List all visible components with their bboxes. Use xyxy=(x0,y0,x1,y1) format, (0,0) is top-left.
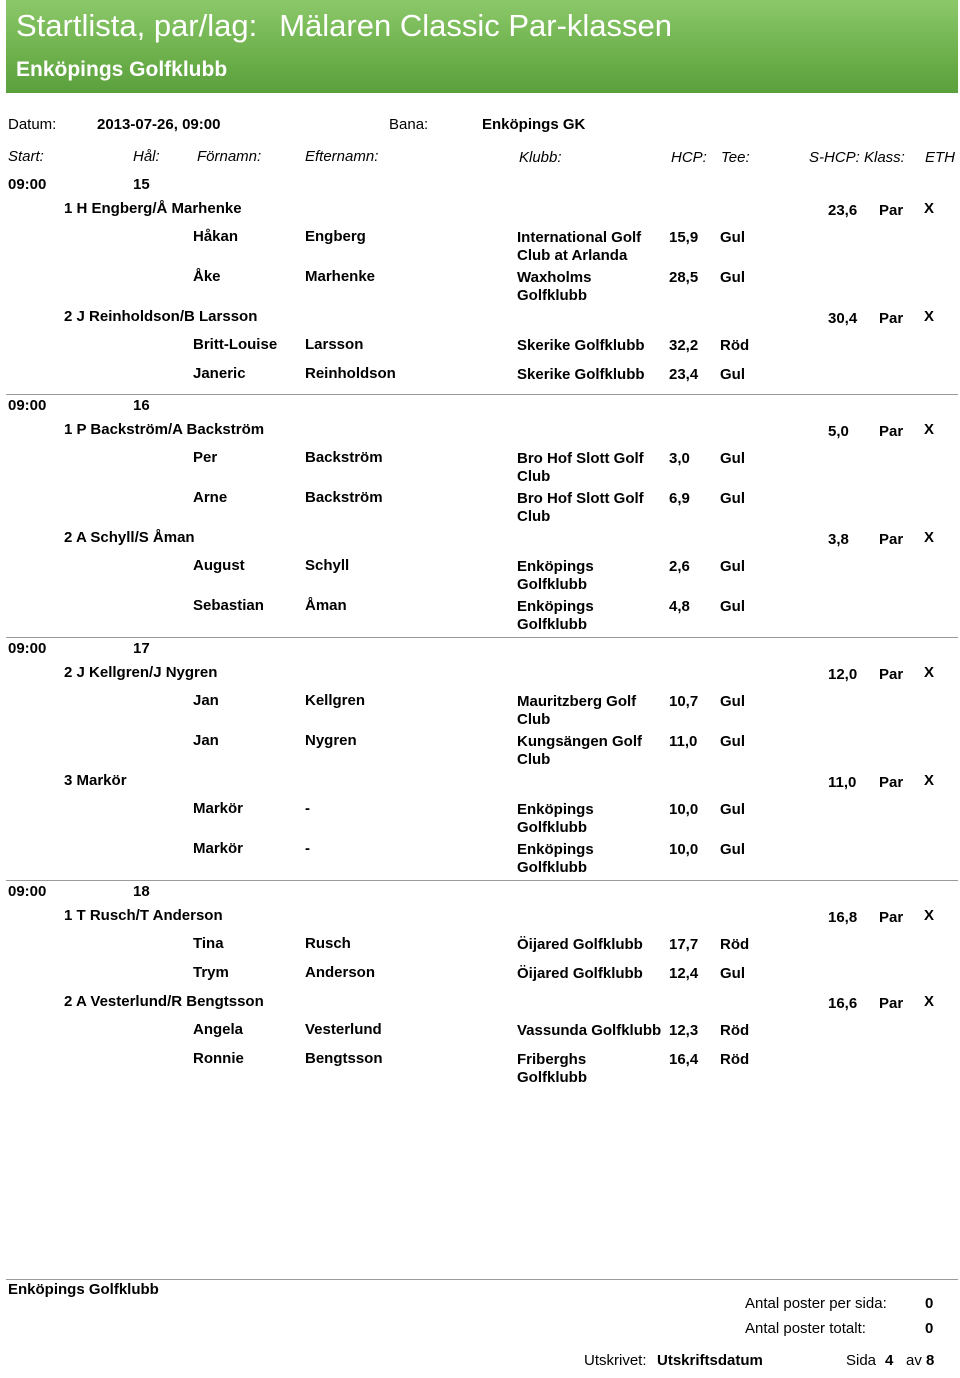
group-hole: 16 xyxy=(133,397,150,414)
player-tee: Gul xyxy=(720,366,745,383)
player-tee: Gul xyxy=(720,733,745,750)
player-first-name: Markör xyxy=(193,800,244,817)
team-shcp: 30,4 xyxy=(828,310,858,327)
page-number: 4 xyxy=(885,1352,894,1369)
player-last-name: Backström xyxy=(305,449,383,466)
player-hcp: 11,0 xyxy=(669,733,698,750)
player-first-name: Ronnie xyxy=(193,1050,244,1067)
team-class: Par xyxy=(879,531,904,548)
player-club: Bro Hof Slott Golf xyxy=(517,490,644,507)
player-hcp: 2,6 xyxy=(669,558,690,575)
team-shcp: 23,6 xyxy=(828,202,858,219)
team-name: 2 A Schyll/S Åman xyxy=(64,529,195,546)
team-name: 3 Markör xyxy=(64,772,127,789)
group-hole: 18 xyxy=(133,883,150,900)
player-hcp: 3,0 xyxy=(669,450,690,467)
group-start-time: 09:00 xyxy=(8,397,47,414)
player-club: Club xyxy=(517,508,551,525)
title-prefix: Startlista, par/lag: xyxy=(16,8,258,43)
player-first-name: Jan xyxy=(193,732,219,749)
player-last-name: Backström xyxy=(305,489,383,506)
col-class: Klass: xyxy=(864,149,905,166)
team-shcp: 3,8 xyxy=(828,531,849,548)
player-last-name: Engberg xyxy=(305,228,366,245)
player-club: Golfklubb xyxy=(517,859,587,876)
player-first-name: Britt-Louise xyxy=(193,336,278,353)
report-header xyxy=(6,0,958,93)
player-club: Skerike Golfklubb xyxy=(517,366,645,383)
player-hcp: 10,7 xyxy=(669,693,699,710)
player-club: Öijared Golfklubb xyxy=(517,936,643,953)
player-tee: Gul xyxy=(720,269,745,286)
player-club: Vassunda Golfklubb xyxy=(517,1022,662,1039)
team-name: 1 T Rusch/T Anderson xyxy=(64,907,223,924)
player-tee: Röd xyxy=(720,1051,750,1068)
player-first-name: Angela xyxy=(193,1021,244,1038)
player-club: Skerike Golfklubb xyxy=(517,337,645,354)
team-class: Par xyxy=(879,909,904,926)
player-tee: Gul xyxy=(720,693,745,710)
player-club: Golfklubb xyxy=(517,616,587,633)
player-last-name: Kellgren xyxy=(305,692,366,709)
player-last-name: Reinholdson xyxy=(305,365,396,382)
printed-label: Utskrivet: xyxy=(584,1352,647,1369)
player-first-name: Sebastian xyxy=(193,597,264,614)
player-first-name: Arne xyxy=(193,489,228,506)
team-shcp: 5,0 xyxy=(828,423,849,440)
group-divider xyxy=(6,880,958,881)
player-club: Club xyxy=(517,711,551,728)
records-total-value: 0 xyxy=(925,1320,934,1337)
records-total-label: Antal poster totalt: xyxy=(745,1320,866,1337)
player-hcp: 10,0 xyxy=(669,801,699,818)
player-club: Golfklubb xyxy=(517,287,587,304)
team-name: 1 P Backström/A Backström xyxy=(64,421,265,438)
player-hcp: 16,4 xyxy=(669,1051,699,1068)
team-shcp: 16,6 xyxy=(828,995,858,1012)
player-hcp: 32,2 xyxy=(669,337,699,354)
team-eth: X xyxy=(924,308,935,325)
date-value: 2013-07-26, 09:00 xyxy=(97,116,221,133)
player-hcp: 15,9 xyxy=(669,229,699,246)
course-label: Bana: xyxy=(389,116,429,133)
header-club-name: Enköpings Golfklubb xyxy=(16,58,228,81)
player-last-name: Nygren xyxy=(305,732,357,749)
group-hole: 17 xyxy=(133,640,150,657)
player-club: Enköpings xyxy=(517,598,594,615)
player-last-name: Anderson xyxy=(305,964,376,981)
team-eth: X xyxy=(924,907,935,924)
records-per-page-label: Antal poster per sida: xyxy=(745,1295,887,1312)
group-start-time: 09:00 xyxy=(8,640,47,657)
player-club: Golfklubb xyxy=(517,1069,587,1086)
page-of-label: av xyxy=(906,1352,922,1369)
col-first-name: Förnamn: xyxy=(197,148,262,165)
player-first-name: Jan xyxy=(193,692,219,709)
player-first-name: Åke xyxy=(193,268,221,285)
player-first-name: Markör xyxy=(193,840,244,857)
team-class: Par xyxy=(879,310,904,327)
player-tee: Gul xyxy=(720,229,745,246)
player-club: Bro Hof Slott Golf xyxy=(517,450,644,467)
player-hcp: 12,3 xyxy=(669,1022,699,1039)
player-hcp: 23,4 xyxy=(669,366,699,383)
page-label: Sida xyxy=(846,1352,877,1369)
team-class: Par xyxy=(879,423,904,440)
player-last-name: Vesterlund xyxy=(305,1021,382,1038)
team-class: Par xyxy=(879,666,904,683)
report-title xyxy=(16,8,672,44)
col-start: Start: xyxy=(8,148,44,165)
col-hcp: HCP: xyxy=(671,149,707,166)
team-name: 2 J Reinholdson/B Larsson xyxy=(64,308,258,325)
course-value: Enköpings GK xyxy=(482,116,586,133)
team-eth: X xyxy=(924,421,935,438)
group-divider xyxy=(6,637,958,638)
group-divider xyxy=(6,394,958,395)
group-start-time: 09:00 xyxy=(8,176,47,193)
player-club: Enköpings xyxy=(517,801,594,818)
page-total: 8 xyxy=(926,1352,935,1369)
player-club: Mauritzberg Golf xyxy=(517,693,637,710)
player-hcp: 12,4 xyxy=(669,965,699,982)
col-club: Klubb: xyxy=(519,149,562,166)
date-label: Datum: xyxy=(8,116,57,133)
team-name: 2 J Kellgren/J Nygren xyxy=(64,664,218,681)
player-club: Waxholms xyxy=(517,269,592,286)
player-hcp: 17,7 xyxy=(669,936,699,953)
player-tee: Röd xyxy=(720,337,750,354)
player-club: Club xyxy=(517,468,551,485)
player-club: Club at Arlanda xyxy=(517,247,628,264)
team-shcp: 12,0 xyxy=(828,666,858,683)
player-hcp: 6,9 xyxy=(669,490,690,507)
player-last-name: Marhenke xyxy=(305,268,376,285)
group-start-time: 09:00 xyxy=(8,883,47,900)
team-eth: X xyxy=(924,993,935,1010)
col-eth: ETH xyxy=(925,149,955,166)
event-name: Mälaren Classic Par-klassen xyxy=(279,8,673,43)
footer-club-name: Enköpings Golfklubb xyxy=(8,1281,159,1298)
team-class: Par xyxy=(879,202,904,219)
player-club: Kungsängen Golf xyxy=(517,733,642,750)
player-club: Enköpings xyxy=(517,558,594,575)
player-last-name: Åman xyxy=(305,597,347,614)
player-club: Golfklubb xyxy=(517,576,587,593)
team-name: 1 H Engberg/Å Marhenke xyxy=(64,200,242,217)
player-first-name: Håkan xyxy=(193,228,239,245)
footer-divider xyxy=(6,1279,958,1280)
team-eth: X xyxy=(924,664,935,681)
player-first-name: August xyxy=(193,557,245,574)
team-shcp: 11,0 xyxy=(828,774,857,791)
team-class: Par xyxy=(879,995,904,1012)
records-per-page-value: 0 xyxy=(925,1295,934,1312)
player-club: International Golf xyxy=(517,229,642,246)
player-tee: Gul xyxy=(720,965,745,982)
player-first-name: Janeric xyxy=(193,365,246,382)
col-last-name: Efternamn: xyxy=(305,148,379,165)
team-name: 2 A Vesterlund/R Bengtsson xyxy=(64,993,264,1010)
player-tee: Gul xyxy=(720,450,745,467)
printed-value: Utskriftsdatum xyxy=(657,1352,763,1369)
player-tee: Gul xyxy=(720,490,745,507)
player-last-name: Bengtsson xyxy=(305,1050,383,1067)
player-last-name: Schyll xyxy=(305,557,350,574)
player-hcp: 4,8 xyxy=(669,598,690,615)
player-last-name: - xyxy=(305,840,310,857)
player-first-name: Trym xyxy=(193,964,229,981)
team-eth: X xyxy=(924,772,935,789)
player-tee: Gul xyxy=(720,841,745,858)
col-tee: Tee: xyxy=(721,149,750,166)
player-club: Enköpings xyxy=(517,841,594,858)
player-first-name: Tina xyxy=(193,935,224,952)
player-club: Club xyxy=(517,751,551,768)
player-tee: Röd xyxy=(720,936,750,953)
player-tee: Röd xyxy=(720,1022,750,1039)
team-shcp: 16,8 xyxy=(828,909,858,926)
player-first-name: Per xyxy=(193,449,218,466)
player-hcp: 10,0 xyxy=(669,841,699,858)
team-class: Par xyxy=(879,774,904,791)
player-tee: Gul xyxy=(720,801,745,818)
group-hole: 15 xyxy=(133,176,150,193)
player-tee: Gul xyxy=(720,598,745,615)
col-hole: Hål: xyxy=(133,148,160,165)
team-eth: X xyxy=(924,529,935,546)
player-tee: Gul xyxy=(720,558,745,575)
player-club: Golfklubb xyxy=(517,819,587,836)
player-last-name: - xyxy=(305,800,310,817)
player-last-name: Larsson xyxy=(305,336,364,353)
player-hcp: 28,5 xyxy=(669,269,699,286)
col-shcp: S-HCP: xyxy=(809,149,860,166)
player-club: Öijared Golfklubb xyxy=(517,965,643,982)
team-eth: X xyxy=(924,200,935,217)
player-club: Friberghs xyxy=(517,1051,587,1068)
player-last-name: Rusch xyxy=(305,935,351,952)
